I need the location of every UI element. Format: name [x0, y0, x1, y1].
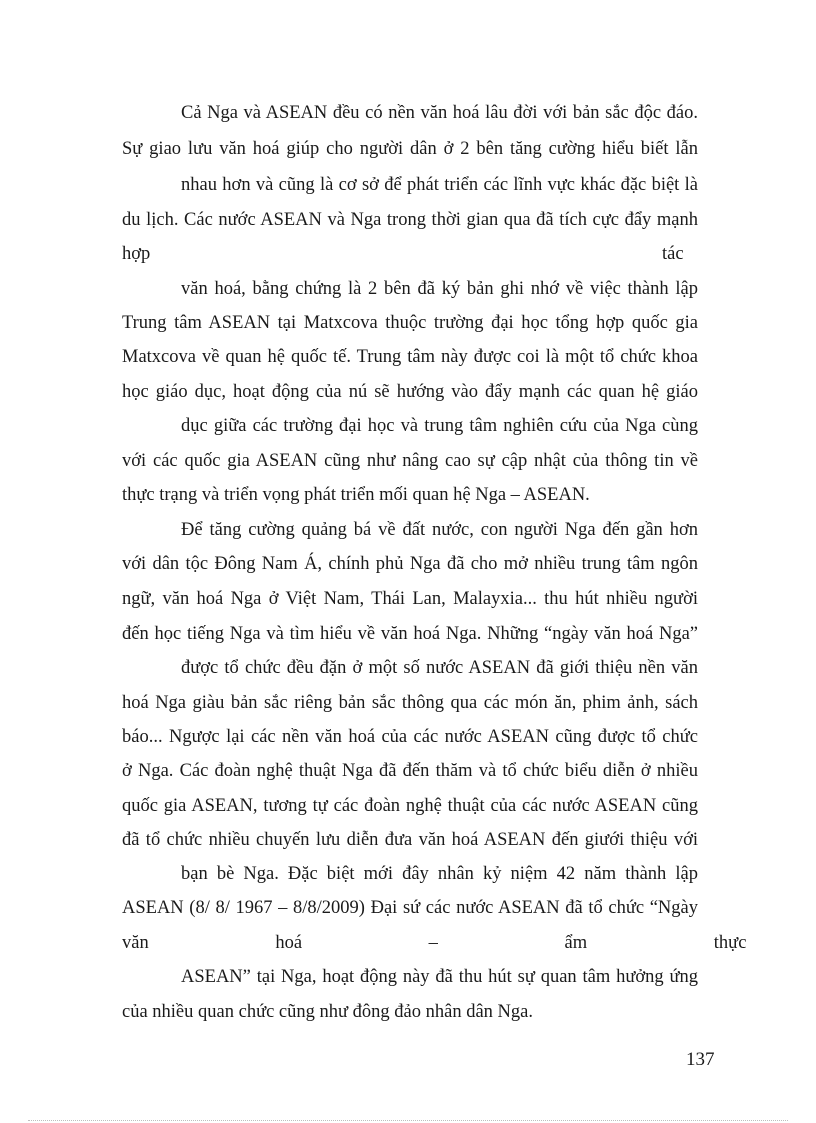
text-line: quốc gia ASEAN, tương tự các đoàn nghệ thuật của các nước ASEAN cũng	[122, 796, 698, 816]
text-line: được tổ chức đều đặn ở một số nước ASEAN đã giới thiệu nền văn	[181, 658, 698, 678]
text-line: của nhiều quan chức cũng như đông đảo nhân dân Nga.	[122, 1002, 534, 1022]
text-line: đã tổ chức nhiều chuyến lưu diễn đưa văn hoá ASEAN đến giưới thiệu với	[122, 830, 698, 850]
text-line: ở Nga. Các đoàn nghệ thuật Nga đã đến thăm và tổ chức biểu diễn ở nhiều	[122, 761, 698, 781]
text-line: đến học tiếng Nga và tìm hiểu về văn hoá Nga. Những “ngày văn hoá Nga”	[122, 624, 698, 644]
text-line: thực trạng và triển vọng phát triển mối quan hệ Nga – ASEAN.	[122, 485, 590, 505]
page-bottom-divider	[28, 1120, 788, 1121]
text-line: dục giữa các trường đại học và trung tâm nghiên cứu của Nga cùng	[181, 416, 698, 436]
text-line: Matxcova về quan hệ quốc tế. Trung tâm này được coi là một tổ chức khoa	[122, 347, 698, 367]
text-line: với dân tộc Đông Nam Á, chính phủ Nga đã cho mở nhiều trung tâm ngôn	[122, 554, 698, 574]
text-line: với các quốc gia ASEAN cũng như nâng cao sự cập nhật của thông tin về	[122, 451, 698, 471]
text-line: Cả Nga và ASEAN đều có nền văn hoá lâu đời với bản sắc độc đáo.	[181, 103, 698, 123]
text-line: du lịch. Các nước ASEAN và Nga trong thời gian qua đã tích cực đẩy mạnh	[122, 210, 698, 230]
text-line: Sự giao lưu văn hoá giúp cho người dân ở 2 bên tăng cường hiểu biết lẫn	[122, 139, 698, 159]
text-line: báo... Ngược lại các nền văn hoá của các nước ASEAN cũng được tổ chức	[122, 727, 698, 747]
text-line: ASEAN” tại Nga, hoạt động này đã thu hút sự quan tâm hưởng ứng	[181, 967, 698, 987]
text-line: Trung tâm ASEAN tại Matxcova thuộc trường đại học tổng hợp quốc gia	[122, 313, 698, 333]
text-line: ASEAN (8/ 8/ 1967 – 8/8/2009) Đại sứ các nước ASEAN đã tổ chức “Ngày	[122, 898, 698, 918]
text-line: tác	[662, 244, 684, 264]
text-line: văn hoá, bằng chứng là 2 bên đã ký bản ghi nhớ về việc thành lập	[181, 279, 698, 299]
text-line: nhau hơn và cũng là cơ sở để phát triển các lĩnh vực khác đặc biệt là	[181, 175, 698, 195]
text-line: học giáo dục, hoạt động của nú sẽ hướng vào đẩy mạnh các quan hệ giáo	[122, 382, 698, 402]
text-line: bạn bè Nga. Đặc biệt mới đây nhân kỷ niệm 42 năm thành lập	[181, 864, 698, 884]
page-number: 137	[686, 1049, 715, 1070]
text-line: văn hoá – ẩm thực	[122, 933, 747, 953]
text-line: ngữ, văn hoá Nga ở Việt Nam, Thái Lan, Malayxia... thu hút nhiều người	[122, 589, 698, 609]
text-line: hoá Nga giàu bản sắc riêng bản sắc thông qua các món ăn, phim ảnh, sách	[122, 693, 698, 713]
text-line: hợp	[122, 244, 151, 264]
text-line: Để tăng cường quảng bá về đất nước, con người Nga đến gần hơn	[181, 520, 698, 540]
